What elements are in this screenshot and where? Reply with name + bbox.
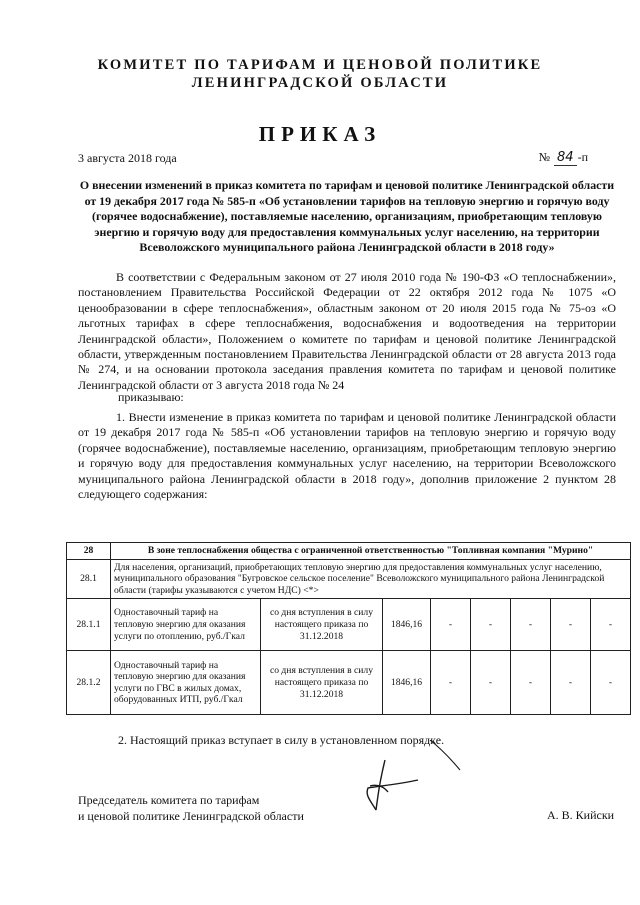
table-cell-dash: - bbox=[551, 599, 591, 651]
signatory-position bbox=[78, 792, 304, 824]
preamble-paragraph: В соответствии с Федеральным законом от 27 июля 2010 года № 190-ФЗ «О теплоснабжении», постановлением Правительства Российской Федерации от 22 октября 2012 года № 1075 «О ценообразовании в сфере теплоснабжения», областным законом от 20 июля 2015 года № 75-оз «О льготных тарифах в сфере теплоснабжения, водоснабжения и водоотведения на территории Ленинградской области», Положением о комитете по тарифам и ценовой политике Ленинградской области, утвержденным постановлением Правительства Ленинградской области от 28 августа 2013 года № 274, и на основании протокола заседания правления комитета по тарифам и ценовой политике Ленинградской области от 3 августа 2018 года № 24 bbox=[78, 270, 616, 392]
table-cell-dash: - bbox=[511, 651, 551, 715]
document-number bbox=[539, 150, 588, 165]
tariff-table bbox=[66, 542, 631, 715]
document-subject: О внесении изменений в приказ комитета по тарифам и ценовой политике Ленинградской области от 19 декабря 2017 года № 585-п «Об установлении тарифов на тепловую энергию и горячую воду (горячее водоснабжение), поставляемые населению, организациям, приобретающим тепловую энергию и горячую воду для предоставления коммунальных услуг населению, на территории Всеволожского муниципального района Ленинградской области в 2018 году» bbox=[79, 178, 615, 255]
number-handwritten: 84 bbox=[554, 150, 577, 166]
table-cell-dash: - bbox=[591, 599, 631, 651]
table-cell-num: 28 bbox=[67, 543, 111, 560]
table-cell-dash: - bbox=[471, 599, 511, 651]
item-2-paragraph: 2. Настоящий приказ вступает в силу в установленном порядке. bbox=[118, 733, 445, 747]
table-cell-group-text: Для населения, организаций, приобретающих тепловую энергию для предоставления коммунальных услуг населению, муниципального образования "Бугровское сельское поселение" Всеволожского муниципального района Ленинградской области (тарифы указываются с учетом НДС) <*> bbox=[111, 559, 631, 599]
table-cell-zone: В зоне теплоснабжения общества с ограниченной ответственностью "Топливная компания "Мурино" bbox=[111, 543, 631, 560]
table-cell-desc: Одноставочный тариф на тепловую энергию для оказания услуги по отоплению, руб./Гкал bbox=[111, 599, 261, 651]
number-prefix: № bbox=[538, 150, 551, 164]
table-cell-dash: - bbox=[431, 651, 471, 715]
item-1-paragraph: 1. Внести изменение в приказ комитета по тарифам и ценовой политике Ленинградской области от 19 декабря 2017 года № 585-п «Об установлении тарифов на тепловую энергию и горячую воду (горячее водоснабжение), поставляемые населению, организациям, приобретающим тепловую энергию и горячую воду для предоставления коммунальных услуг населению, на территории Всеволожского муниципального района Ленинградской области в 2018 году», дополнив приложение 2 пунктом 28 следующего содержания: bbox=[78, 410, 616, 502]
table-cell-dash: - bbox=[591, 651, 631, 715]
organization-line-1: КОМИТЕТ ПО ТАРИФАМ И ЦЕНОВОЙ ПОЛИТИКЕ bbox=[97, 57, 543, 73]
signature-stroke bbox=[367, 760, 418, 810]
table-cell-num: 28.1.1 bbox=[67, 599, 111, 651]
table-cell-dash: - bbox=[511, 599, 551, 651]
document-date: 3 августа 2018 года bbox=[78, 151, 177, 165]
table-row bbox=[67, 651, 631, 715]
table-cell-num: 28.1 bbox=[67, 559, 111, 599]
table-cell-value: 1846,16 bbox=[383, 599, 431, 651]
table-row-group bbox=[67, 559, 631, 599]
signatory-position-line-1: Председатель комитета по тарифам bbox=[78, 793, 260, 807]
signatory-name: А. В. Кийски bbox=[547, 808, 615, 822]
table-cell-period: со дня вступления в силу настоящего приказа по 31.12.2018 bbox=[261, 599, 383, 651]
order-word: приказываю: bbox=[118, 390, 184, 404]
table-cell-dash: - bbox=[551, 651, 591, 715]
table-cell-num: 28.1.2 bbox=[67, 651, 111, 715]
table-cell-value: 1846,16 bbox=[383, 651, 431, 715]
signatory-position-line-2: и ценовой политике Ленинградской области bbox=[78, 809, 304, 823]
organization-line-2: ЛЕНИНГРАДСКОЙ ОБЛАСТИ bbox=[191, 75, 449, 91]
table-row bbox=[67, 599, 631, 651]
table-cell-dash: - bbox=[471, 651, 511, 715]
table-cell-dash: - bbox=[431, 599, 471, 651]
signature-flourish bbox=[430, 740, 460, 770]
handwritten-signature bbox=[340, 740, 500, 830]
organization-name bbox=[0, 56, 640, 92]
number-suffix: -п bbox=[577, 150, 588, 164]
table-cell-desc: Одноставочный тариф на тепловую энергию для оказания услуги по ГВС в жилых домах, оборудованных ИТП, руб./Гкал bbox=[111, 651, 261, 715]
document-type-title: ПРИКАЗ bbox=[258, 122, 382, 146]
table-cell-period: со дня вступления в силу настоящего приказа по 31.12.2018 bbox=[261, 651, 383, 715]
table-row-header bbox=[67, 543, 631, 560]
